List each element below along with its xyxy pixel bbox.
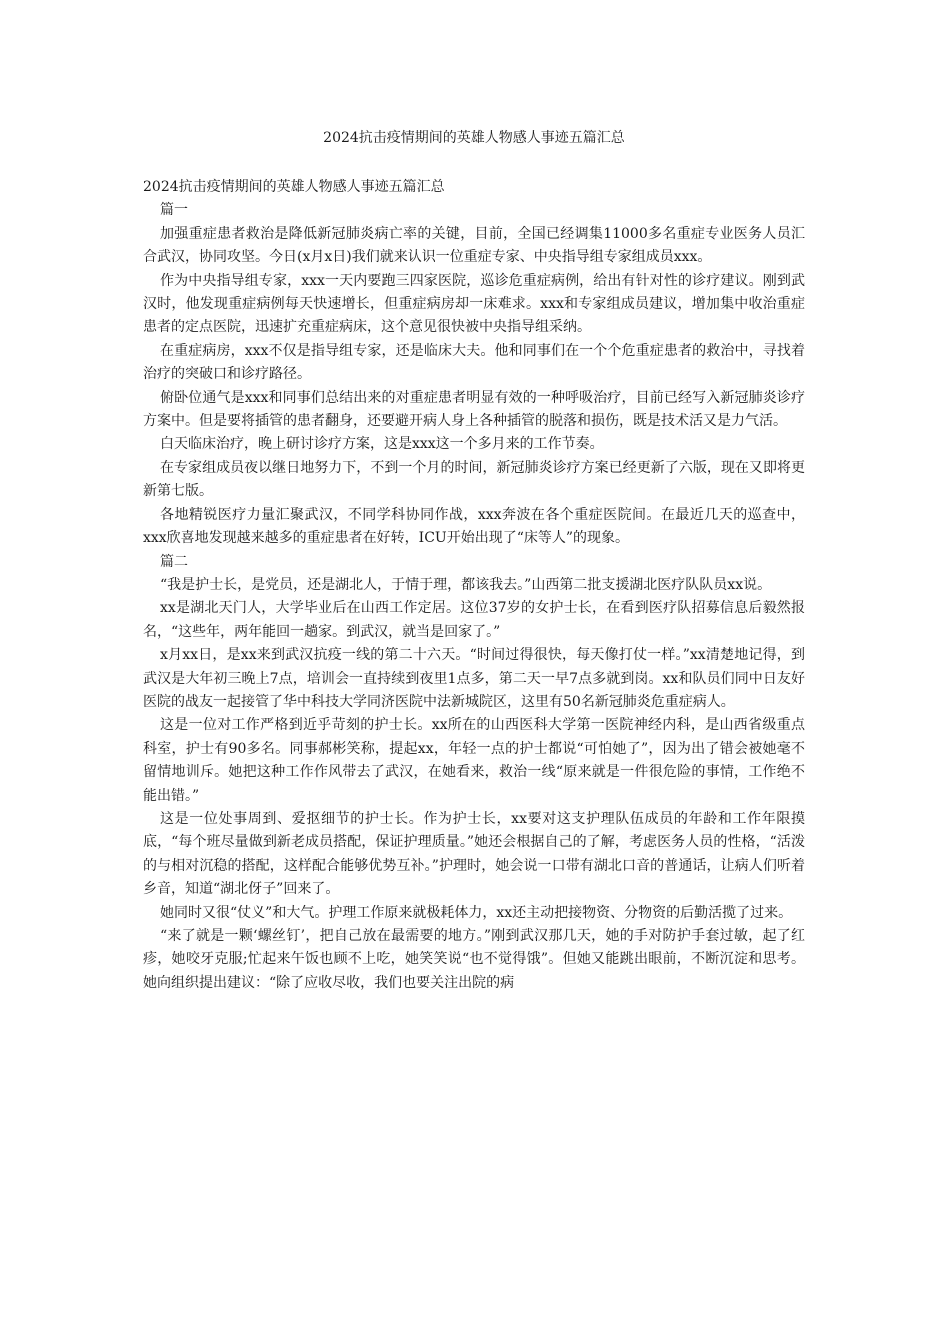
document-title: 2024抗击疫情期间的英雄人物感人事迹五篇汇总	[323, 130, 625, 146]
doc-heading: 2024抗击疫情期间的英雄人物感人事迹五篇汇总	[143, 179, 445, 195]
paragraph: “我是护士长，是党员，还是湖北人，于情于理，都该我去。”山西第二批支援湖北医疗队队员xx说。	[160, 576, 772, 593]
paragraph: 白天临床治疗，晚上研讨诊疗方案，这是xxx这一个多月来的工作节奏。	[160, 436, 604, 453]
paragraph: 作为中央指导组专家，xxx一天内要跑三四家医院，巡诊危重症病例，给出有针对性的诊疗建议。刚到武汉时，他发现重症病例每天快速增长，但重症病房却一床难求。xxx和专家组成员建议，增加集中收治重症患者的定点医院，迅速扩充重症病床，这个意见很快被中央指导组采纳。	[143, 272, 805, 336]
paragraph: 俯卧位通气是xxx和同事们总结出来的对重症患者明显有效的一种呼吸治疗，目前已经写入新冠肺炎诊疗方案中。但是要将插管的患者翻身，还要避开病人身上各种插管的脱落和损伤，既是技术活又是力气活。	[143, 389, 805, 430]
paragraph: 她同时又很“仗义”和大气。护理工作原来就极耗体力，xx还主动把接物资、分物资的后勤活揽了过来。	[160, 904, 793, 921]
section-heading-1: 篇一	[160, 202, 188, 219]
section-heading-2: 篇二	[160, 553, 188, 570]
paragraph: “来了就是一颗‘螺丝钉’，把自己放在最需要的地方。”刚到武汉那几天，她的手对防护手套过敏，起了红疹，她咬牙克服;忙起来午饭也顾不上吃，她笑笑说“也不觉得饿”。但她又能跳出眼前，不断沉淀和思考。她向组织提出建议：“除了应收尽收，我们也要关注出院的病	[143, 928, 805, 991]
document-body	[143, 176, 805, 995]
paragraph: 在重症病房，xxx不仅是指导组专家，还是临床大夫。他和同事们在一个个危重症患者的救治中，寻找着治疗的突破口和诊疗路径。	[143, 342, 805, 383]
paragraph: 在专家组成员夜以继日地努力下，不到一个月的时间，新冠肺炎诊疗方案已经更新了六版，现在又即将更新第七版。	[143, 459, 805, 500]
paragraph: xx是湖北天门人，大学毕业后在山西工作定居。这位37岁的女护士长，在看到医疗队招募信息后毅然报名，“这些年，两年能回一趟家。到武汉，就当是回家了。”	[143, 600, 805, 640]
paragraph: 这是一位对工作严格到近乎苛刻的护士长。xx所在的山西医科大学第一医院神经内科，是山西省级重点科室，护士有90多名。同事郝彬笑称，提起xx，年轻一点的护士都说“可怕她了”，因为出了错会被她毫不留情地训斥。她把这种工作作风带去了武汉，在她看来，救治一线“原来就是一件很危险的事情，工作绝不能出错。”	[143, 717, 805, 804]
paragraph: 这是一位处事周到、爱抠细节的护士长。作为护士长，xx要对这支护理队伍成员的年龄和工作年限摸底，“每个班尽量做到新老成员搭配，保证护理质量。”她还会根据自己的了解，考虑医务人员的性格，“活泼的与相对沉稳的搭配，这样配合能够优势互补。”护理时，她会说一口带有湖北口音的普通话，让病人们听着乡音，知道“湖北伢子”回来了。	[143, 810, 805, 898]
paragraph: x月xx日，是xx来到武汉抗疫一线的第二十六天。“时间过得很快，每天像打仗一样。”xx清楚地记得，到武汉是大年初三晚上7点，培训会一直持续到夜里1点多，第二天一早7点多就到岗。xx和队员们同中日友好医院的战友一起接管了华中科技大学同济医院中法新城院区，这里有50名新冠肺炎危重症病人。	[143, 647, 805, 710]
paragraph: 各地精锐医疗力量汇聚武汉，不同学科协同作战，xxx奔波在各个重症医院间。在最近几天的巡查中，xxx欣喜地发现越来越多的重症患者在好转，ICU开始出现了“床等人”的现象。	[143, 506, 805, 547]
paragraph: 加强重症患者救治是降低新冠肺炎病亡率的关键，目前，全国已经调集11000多名重症专业医务人员汇合武汉，协同攻坚。今日(x月x日)我们就来认识一位重症专家、中央指导组专家组成员xxx。	[143, 225, 805, 266]
